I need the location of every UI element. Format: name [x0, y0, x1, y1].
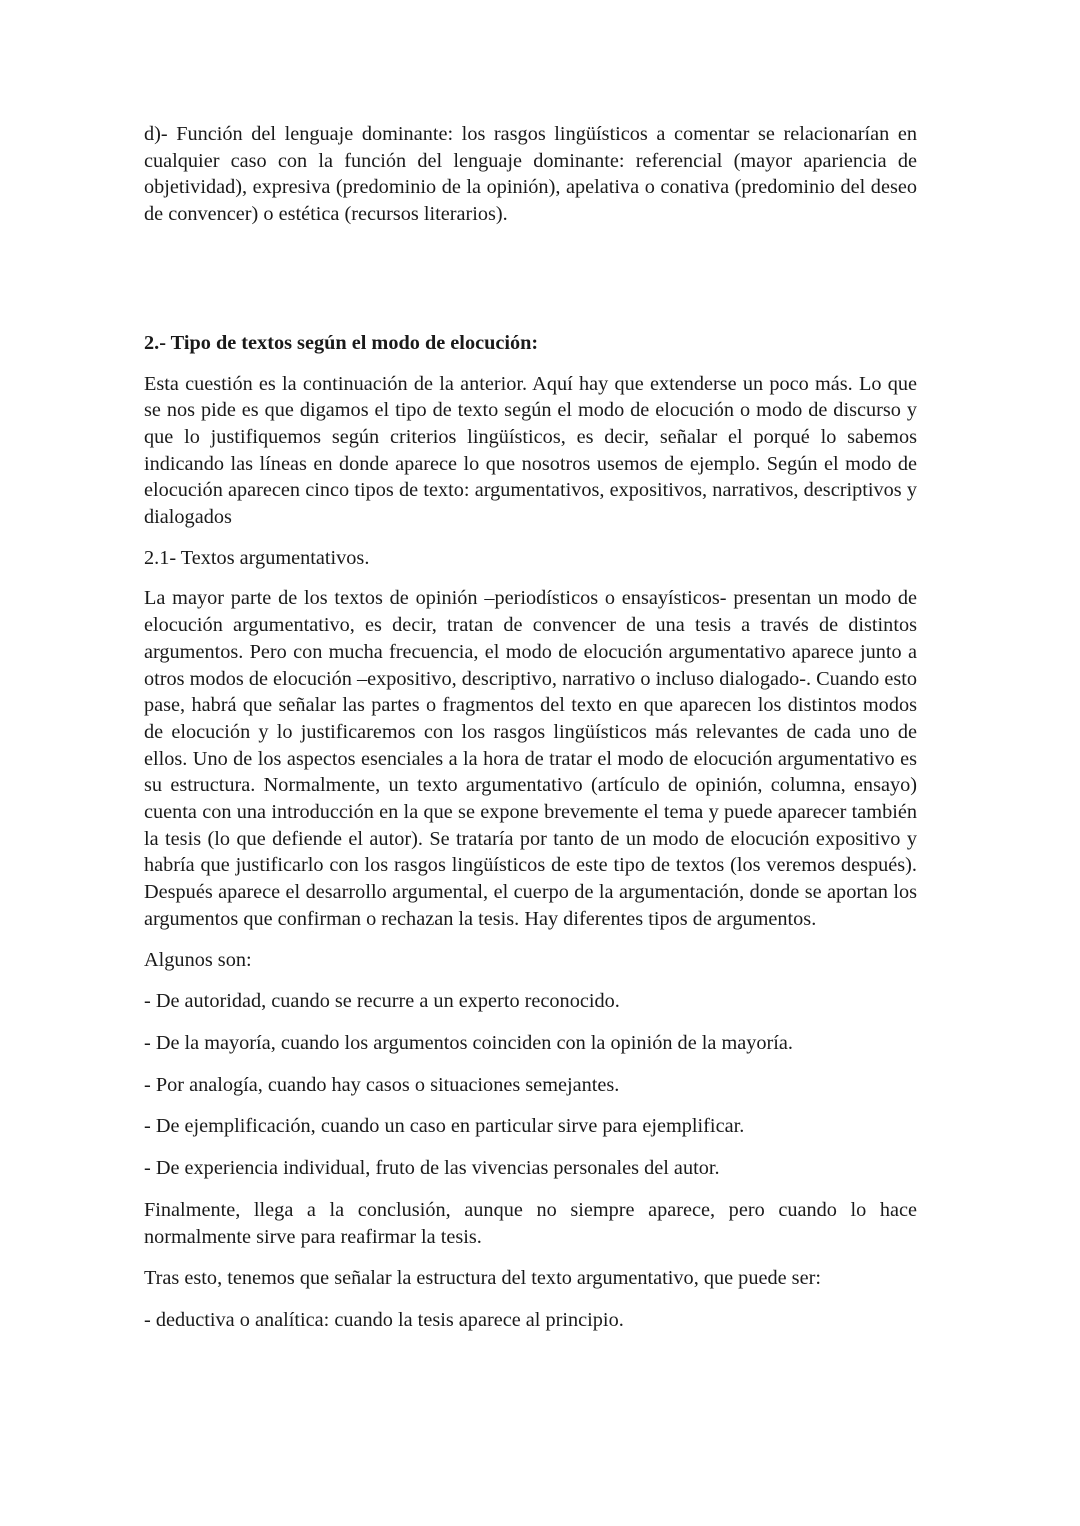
paragraph-estructura: Tras esto, tenemos que señalar la estructura del texto argumentativo, que puede ser: [144, 1267, 821, 1290]
list-item-deductiva: - deductiva o analítica: cuando la tesis aparece al principio. [144, 1308, 624, 1331]
list-item: - De experiencia individual, fruto de las vivencias personales del autor. [144, 1157, 720, 1180]
subheading-argumentativos: 2.1- Textos argumentativos. [144, 546, 370, 569]
list-item: - De ejemplificación, cuando un caso en particular sirve para ejemplificar. [144, 1115, 745, 1138]
paragraph-funcion-lenguaje: d)- Función del lenguaje dominante: los rasgos lingüísticos a comentar se relacionarían en cualquier caso con la función del lenguaje dominante: referencial (mayor apariencia de objetividad), expresiva (predominio de la opinión), apelativa o conativa (predominio del deseo de convencer) o estética (recursos literarios). [144, 123, 917, 226]
list-item: - De autoridad, cuando se recurre a un experto reconocido. [144, 990, 620, 1013]
section-heading: 2.- Tipo de textos según el modo de elocución: [144, 331, 539, 354]
list-item: - De la mayoría, cuando los argumentos coinciden con la opinión de la mayoría. [144, 1031, 793, 1054]
paragraph-argumentativos: La mayor parte de los textos de opinión –periodísticos o ensayísticos- presentan un modo de elocución argumentativo, es decir, tratan de convencer de una tesis a través de distintos argumentos. Pero con mucha frecuencia, el modo de elocución argumentativo aparece junto a otros modos de elocución –expositivo, descriptivo, narrativo o incluso dialogado-. Cuando esto pase, habrá que señalar las partes o fragmentos del texto en que aparecen los distintos modos de elocución y lo justificaremos con los rasgos lingüísticos más relevantes de cada uno de ellos. Uno de los aspectos esenciales a la hora de tratar el modo de elocución argumentativo es su estructura. Normalmente, un texto argumentativo (artículo de opinión, columna, ensayo) cuenta con una introducción en la que se expone brevemente el tema y puede aparecer también la tesis (lo que defiende el autor). Se trataría por tanto de un modo de elocución expositivo y habría que justificarlo con los rasgos lingüísticos de este tipo de textos (los veremos después). Después aparece el desarrollo argumental, el cuerpo de la argumentación, donde se aportan los argumentos que confirman o rechazan la tesis. Hay diferentes tipos de argumentos. [144, 587, 917, 930]
page-content [144, 121, 917, 1334]
paragraph-algunos-son: Algunos son: [144, 948, 252, 971]
paragraph-conclusion: Finalmente, llega a la conclusión, aunque no siempre aparece, pero cuando lo hace normalmente sirve para reafirmar la tesis. [144, 1198, 917, 1248]
argument-types-list [144, 988, 917, 1182]
list-item: - Por analogía, cuando hay casos o situaciones semejantes. [144, 1073, 620, 1096]
paragraph-intro: Esta cuestión es la continuación de la anterior. Aquí hay que extenderse un poco más. Lo que se nos pide es que digamos el tipo de texto según el modo de elocución o modo de discurso y que lo justifiquemos según criterios lingüísticos, es decir, señalar el porqué lo sabemos indicando las líneas en donde aparece lo que nosotros usemos de ejemplo. Según el modo de elocución aparecen cinco tipos de texto: argumentativos, expositivos, narrativos, descriptivos y dialogados [144, 372, 917, 529]
